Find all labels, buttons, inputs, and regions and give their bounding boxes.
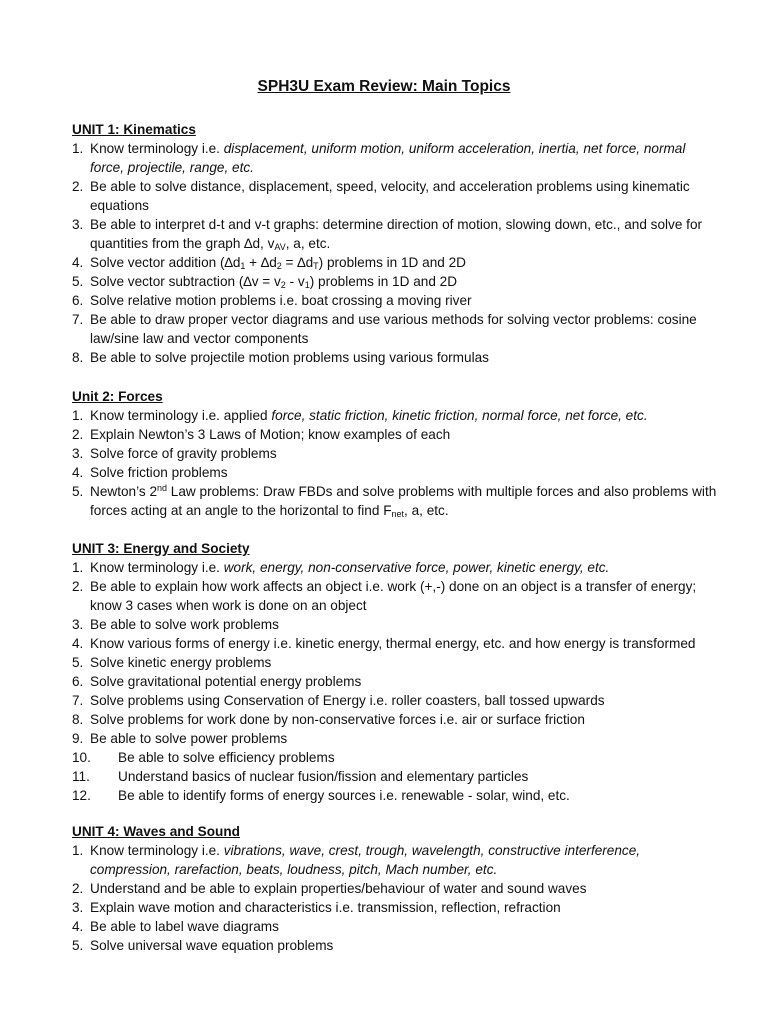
unit-topic-list	[72, 139, 722, 367]
subscript-text: 2	[276, 261, 282, 271]
topic-item	[72, 691, 722, 710]
unit-topic-list	[72, 558, 722, 805]
topic-text: Be able to solve efficiency problems	[118, 750, 335, 765]
italic-text: vibrations, wave, crest, trough, wavelength, constructive interference, compression, rarefaction, beats, loudness, pitch, Mach number, etc.	[90, 843, 641, 877]
unit-heading: UNIT 4: Waves and Sound	[72, 824, 240, 839]
topic-number: 7.	[72, 312, 84, 327]
topic-text: , a, etc.	[285, 236, 331, 251]
topic-text: Know terminology i.e.	[90, 560, 224, 575]
topic-number: 4.	[72, 255, 84, 270]
topic-text: Know various forms of energy i.e. kinetic energy, thermal energy, etc. and how energy is transformed	[90, 636, 696, 651]
topic-item	[72, 615, 722, 634]
topic-item	[72, 786, 722, 805]
topic-text: Be able to solve projectile motion problems using various formulas	[90, 350, 489, 365]
topic-item	[72, 653, 722, 672]
topic-text: Solve gravitational potential energy problems	[90, 674, 362, 689]
topic-item	[72, 917, 722, 936]
topic-item	[72, 710, 722, 729]
superscript-text: nd	[157, 483, 168, 493]
unit-topic-list	[72, 841, 722, 955]
topic-text: = ∆d	[281, 255, 314, 270]
topic-text: Be able to interpret d-t and v-t graphs: determine direction of motion, slowing down, etc., and solve for quantities from the graph ∆d, v	[90, 217, 703, 251]
topic-text: Be able to solve work problems	[90, 617, 279, 632]
topic-item	[72, 898, 722, 917]
topic-item	[72, 936, 722, 955]
topic-text: Solve kinetic energy problems	[90, 655, 272, 670]
topic-text: Law problems: Draw FBDs and solve problems with multiple forces and also problems with forces acting at an angle to the horizontal to find F	[90, 484, 717, 518]
topic-text: , a, etc.	[404, 503, 449, 518]
topic-number: 10.	[72, 750, 91, 765]
topic-number: 5.	[72, 655, 84, 670]
topic-item	[72, 879, 722, 898]
italic-text: displacement, uniform motion, uniform acceleration, inertia, net force, normal force, projectile, range, etc.	[90, 141, 686, 175]
topic-item	[72, 444, 722, 463]
topic-text: Solve problems for work done by non-conservative forces i.e. air or surface friction	[90, 712, 585, 727]
topic-text: ) problems in 1D and 2D	[318, 255, 466, 270]
italic-text: force, static friction, kinetic friction, normal force, net force, etc.	[271, 408, 648, 423]
topic-item	[72, 482, 722, 520]
topic-item	[72, 253, 722, 272]
topic-number: 4.	[72, 636, 84, 651]
topic-number: 7.	[72, 693, 84, 708]
subscript-text: AV	[274, 242, 286, 252]
unit-heading: UNIT 1: Kinematics	[72, 122, 196, 137]
topic-text: Be able to solve distance, displacement, speed, velocity, and acceleration problems using kinematic equations	[90, 179, 690, 213]
topic-item	[72, 672, 722, 691]
topic-number: 1.	[72, 560, 84, 575]
unit-heading: UNIT 3: Energy and Society	[72, 541, 250, 556]
topic-number: 3.	[72, 217, 84, 232]
topic-text: Solve vector addition (∆d	[90, 255, 241, 270]
topic-item	[72, 463, 722, 482]
topic-item	[72, 748, 722, 767]
unit-topic-list	[72, 406, 722, 520]
topic-item	[72, 841, 722, 879]
topic-text: Know terminology i.e.	[90, 843, 224, 858]
topic-text: Be able to solve power problems	[90, 731, 288, 746]
topic-item	[72, 348, 722, 367]
topic-text: Understand and be able to explain properties/behaviour of water and sound waves	[90, 881, 587, 896]
topic-item	[72, 139, 722, 177]
page-title: SPH3U Exam Review: Main Topics	[257, 78, 511, 95]
topic-text: Be able to identify forms of energy sources i.e. renewable - solar, wind, etc.	[118, 788, 570, 803]
topic-text: Solve universal wave equation problems	[90, 938, 334, 953]
topic-item	[72, 177, 722, 215]
unit-1-section	[72, 120, 722, 367]
topic-number: 1.	[72, 141, 84, 156]
unit-2-section	[72, 387, 722, 520]
topic-text: Solve problems using Conservation of Energy i.e. roller coasters, ball tossed upwards	[90, 693, 605, 708]
topic-number: 2.	[72, 179, 84, 194]
topic-number: 6.	[72, 674, 84, 689]
unit-4-section	[72, 822, 722, 955]
topic-text: Newton’s 2	[90, 484, 157, 499]
topic-item	[72, 310, 722, 348]
topic-text: + ∆d	[245, 255, 277, 270]
topic-number: 2.	[72, 881, 84, 896]
topic-item	[72, 729, 722, 748]
topic-text: - v	[285, 274, 305, 289]
topic-number: 4.	[72, 465, 84, 480]
topic-item	[72, 406, 722, 425]
topic-number: 2.	[72, 427, 84, 442]
topic-text: Solve vector subtraction (∆v = v	[90, 274, 281, 289]
topic-number: 5.	[72, 484, 84, 499]
topic-number: 1.	[72, 408, 84, 423]
subscript-text: 2	[280, 280, 286, 290]
topic-item	[72, 215, 722, 253]
topic-item	[72, 767, 722, 786]
topic-number: 12.	[72, 788, 91, 803]
topic-text: Explain Newton’s 3 Laws of Motion; know examples of each	[90, 427, 451, 442]
topic-item	[72, 425, 722, 444]
topic-number: 5.	[72, 938, 84, 953]
topic-text: Solve relative motion problems i.e. boat crossing a moving river	[90, 293, 472, 308]
topic-item	[72, 272, 722, 291]
topic-number: 3.	[72, 900, 84, 915]
topic-text: Solve force of gravity problems	[90, 446, 277, 461]
topic-text: Be able to label wave diagrams	[90, 919, 279, 934]
topic-item	[72, 634, 722, 653]
topic-number: 8.	[72, 712, 84, 727]
topic-text: Explain wave motion and characteristics i.e. transmission, reflection, refraction	[90, 900, 561, 915]
unit-heading: Unit 2: Forces	[72, 389, 163, 404]
topic-item	[72, 558, 722, 577]
topic-number: 3.	[72, 617, 84, 632]
topic-number: 4.	[72, 919, 84, 934]
topic-number: 6.	[72, 293, 84, 308]
topic-number: 2.	[72, 579, 84, 594]
topic-text: ) problems in 1D and 2D	[309, 274, 458, 289]
topic-text: Be able to explain how work affects an object i.e. work (+,-) done on an object is a transfer of energy; know 3 cases when work is done on an object	[90, 579, 697, 613]
italic-text: work, energy, non-conservative force, power, kinetic energy, etc.	[223, 560, 610, 575]
subscript-text: 1	[304, 280, 310, 290]
topic-text: Solve friction problems	[90, 465, 228, 480]
topic-number: 3.	[72, 446, 84, 461]
subscript-text: T	[313, 261, 319, 271]
topic-number: 1.	[72, 843, 84, 858]
topic-item	[72, 291, 722, 310]
subscript-text: net	[391, 509, 405, 519]
topic-item	[72, 577, 722, 615]
topic-text: Know terminology i.e. applied	[90, 408, 272, 423]
subscript-text: 1	[240, 261, 246, 271]
unit-3-section	[72, 539, 722, 805]
topic-number: 9.	[72, 731, 84, 746]
topic-number: 5.	[72, 274, 84, 289]
topic-number: 11.	[72, 769, 90, 784]
topic-text: Understand basics of nuclear fusion/fission and elementary particles	[118, 769, 529, 784]
topic-text: Know terminology i.e.	[90, 141, 224, 156]
topic-number: 8.	[72, 350, 84, 365]
topic-text: Be able to draw proper vector diagrams and use various methods for solving vector problems: cosine law/sine law and vector components	[90, 312, 697, 346]
